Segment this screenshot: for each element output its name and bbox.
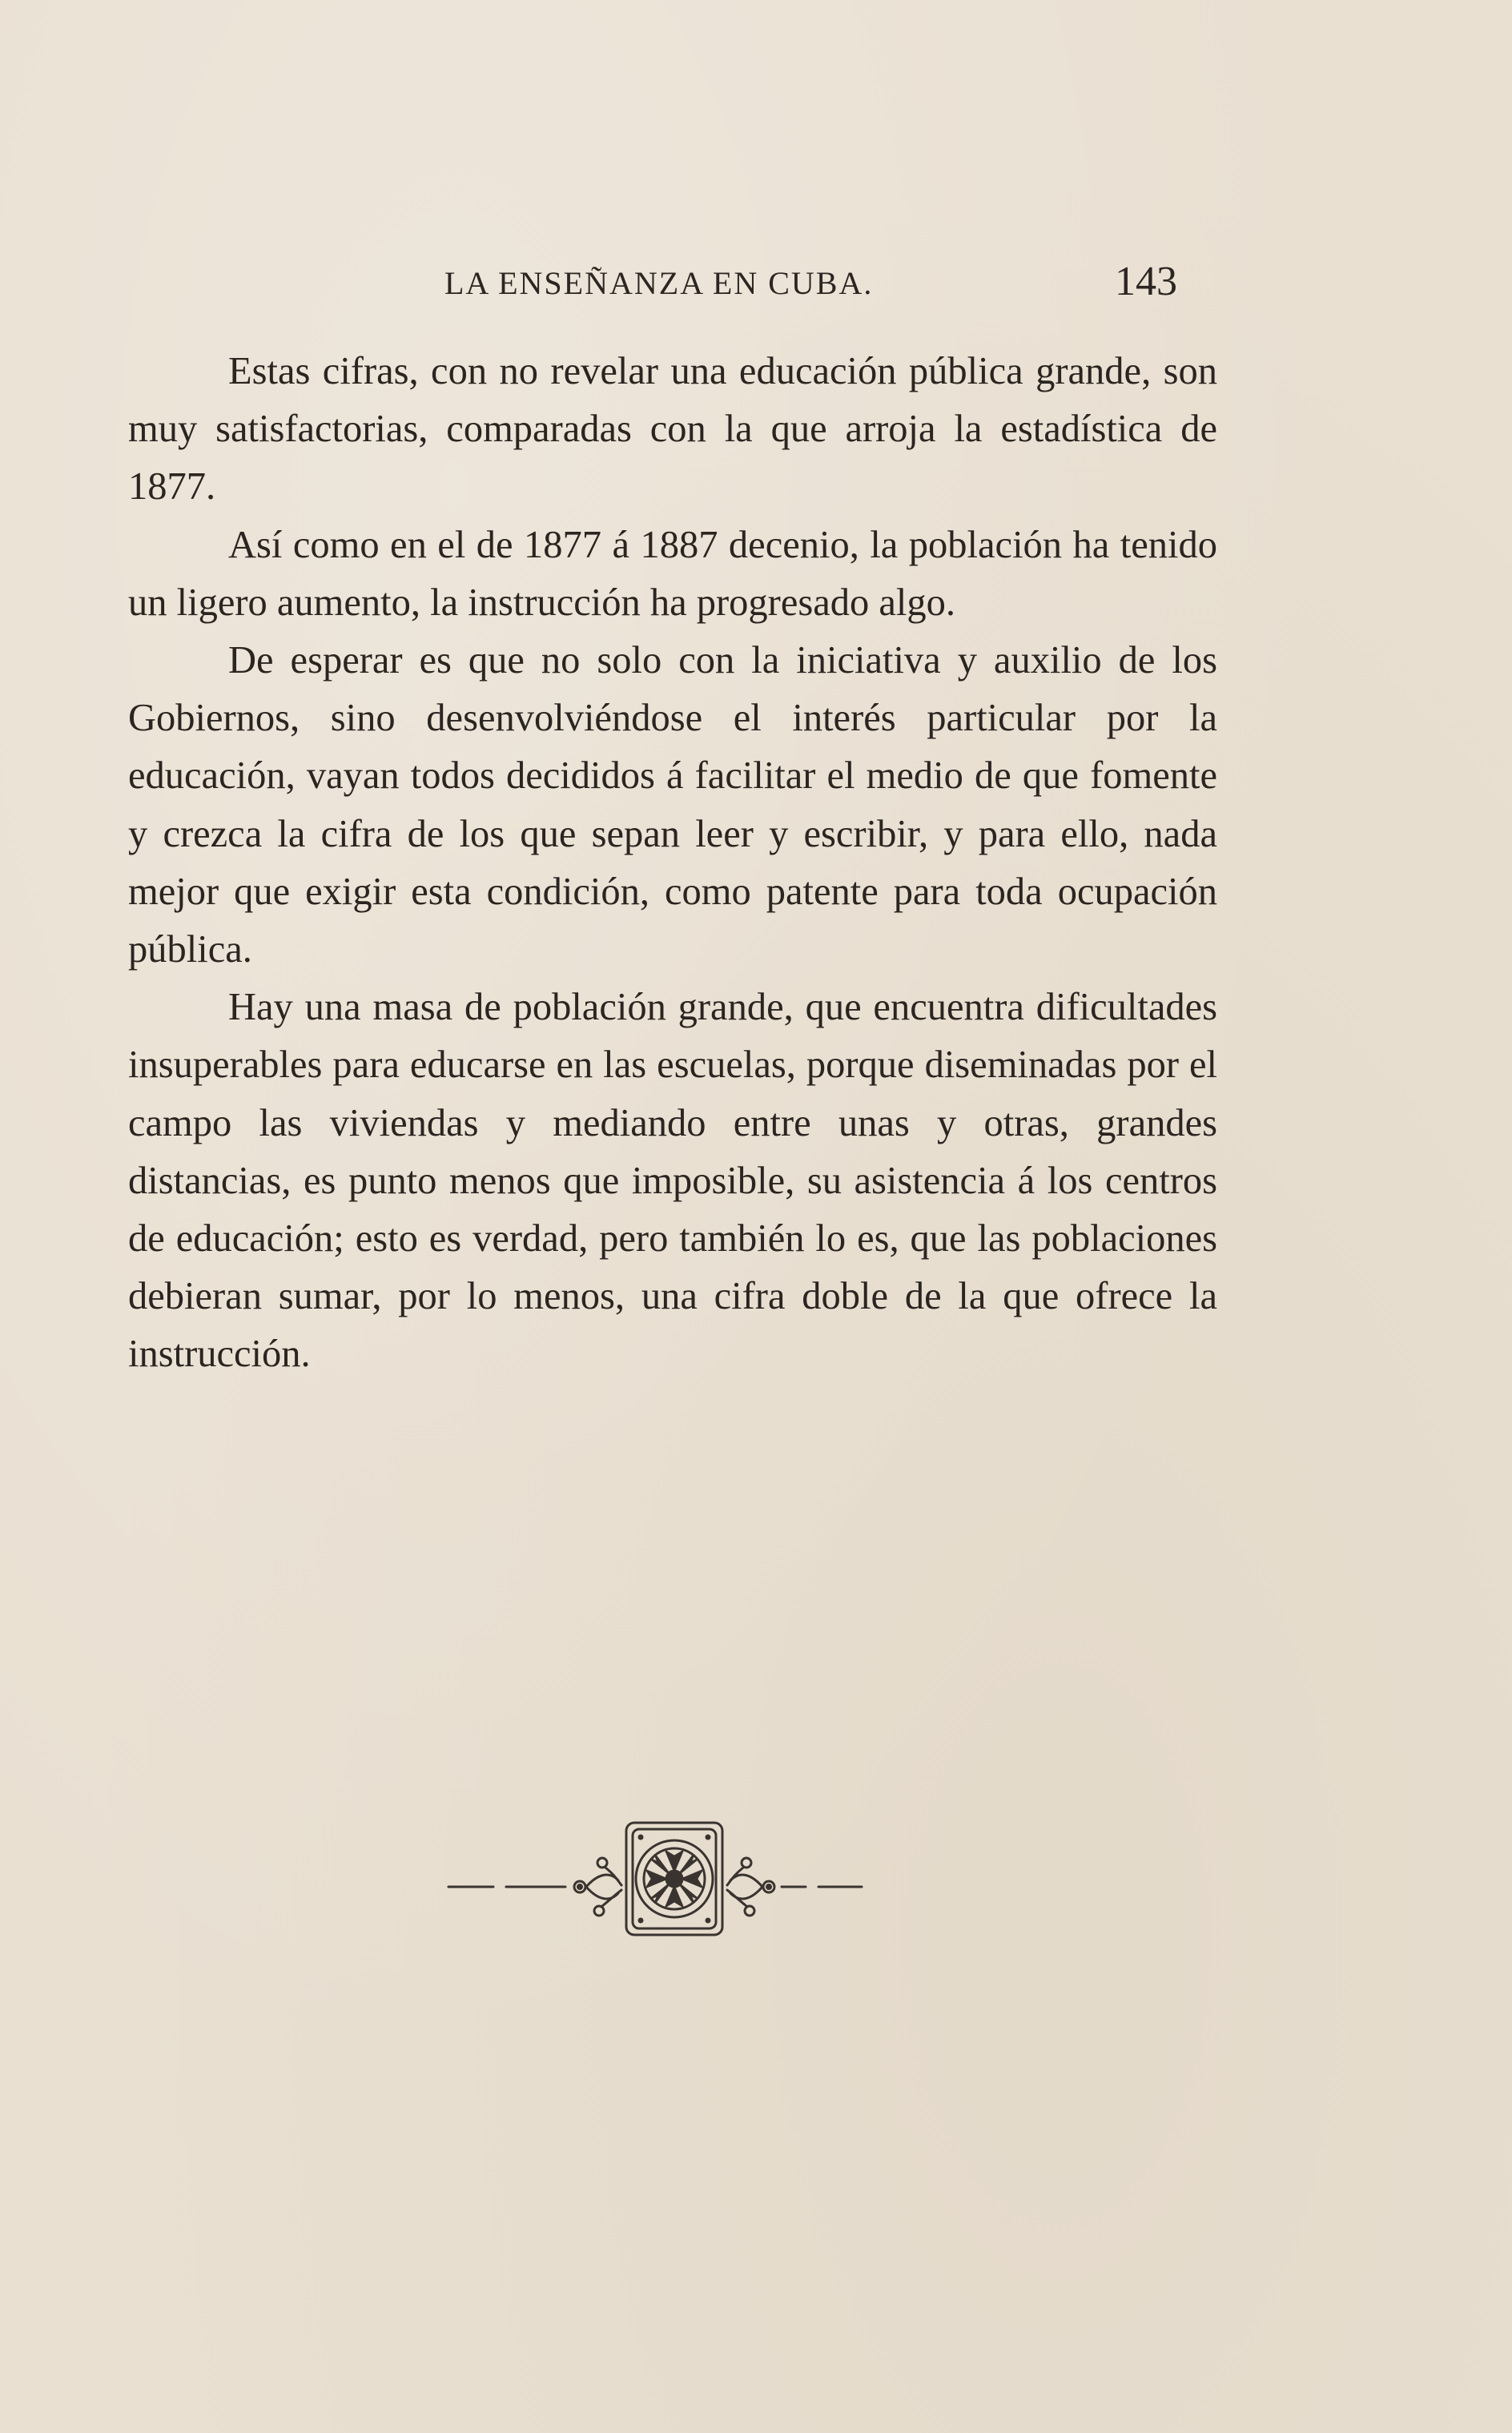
body-text [128,343,1217,1384]
floral-tailpiece-icon [445,1818,878,1938]
running-title: LA ENSEÑANZA EN CUBA. [444,265,874,301]
page-number: 143 [1115,259,1177,304]
paragraph-1: Estas cifras, con no revelar una educación pública grande, son muy satisfactorias, comparadas con la que arroja la estadística de 1877. [128,350,1217,509]
paragraph-3: De esperar es que no solo con la iniciativa y auxilio de los Gobiernos, sino desenvolviéndose el interés particular por la educación, vayan todos decididos á facilitar el medio de que fomente y crezca la cifra de los que sepan leer y escribir, y para ello, nada mejor que exigir esta condición, como patente para toda ocupación pública. [128,639,1217,971]
paragraph-4: Hay una masa de población grande, que encuentra dificultades insuperables para educarse en las escuelas, porque diseminadas por el campo las viviendas y mediando entre unas y otras, grandes distancias, es punto menos que imposible, su asistencia á los centros de educación; esto es verdad, pero también lo es, que las poblaciones debieran sumar, por lo menos, una cifra doble de la que ofrece la instrucción. [128,986,1217,1376]
paragraph-2: Así como en el de 1877 á 1887 decenio, la población ha tenido un ligero aumento, la instrucción ha progresado algo. [128,523,1217,624]
page-header [128,253,1217,309]
